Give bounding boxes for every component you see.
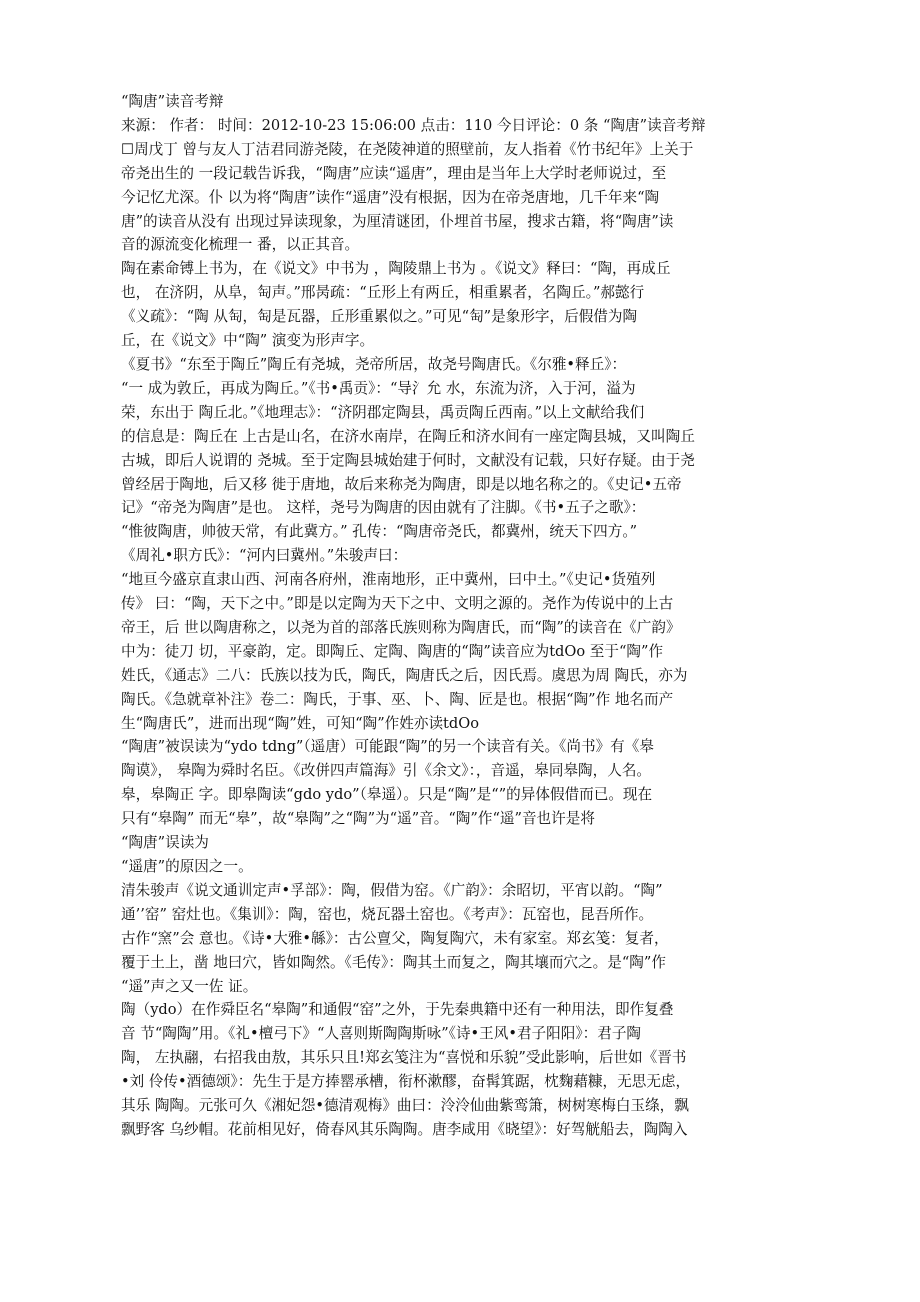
text-line: •刘 伶传•酒德颂》：先生于是方捧罂承槽，衔杯漱醪，奋髯箕踞，枕麴藉糠，无思无虑， xyxy=(121,1073,691,1091)
text-line: 姓氏，《通志》二八：氏族以技为氏，陶氏，陶唐氏之后，因氏焉。虞思为周 陶氏，亦为 xyxy=(121,666,688,684)
text-line: 曾经居于陶地，后又移 徙于唐地，故后来称尧为陶唐，即是以地名称之的。《史记•五帝 xyxy=(121,475,682,493)
text-line: “陶唐”误读为 xyxy=(121,834,209,852)
text-line: “陶唐”被误读为“ydo tdng”（遥唐）可能跟“陶”的另一个读音有关。《尚书》有《皋 xyxy=(121,738,654,756)
text-line: 音的源流变化梳理一 番，以正其音。 xyxy=(121,236,360,254)
text-line: “惟彼陶唐，帅彼天常，有此冀方。” 孔传：“陶唐帝尧氏，都冀州，统天下四方。” xyxy=(121,523,638,541)
text-line: 生“陶唐氏”，进而出现“陶”姓，可知“陶”作姓亦读tdOo xyxy=(121,714,480,732)
text-line: 记》“帝尧为陶唐”是也。 这样，尧号为陶唐的因由就有了注脚。《书•五子之歌》： xyxy=(121,499,646,517)
text-line: 《周礼•职方氏》：“河内曰冀州。”朱骏声曰： xyxy=(121,547,408,565)
text-line: 古作“窯”会 意也。《诗•大雅•緜》：古公亶父，陶复陶穴，未有家室。郑玄笺：复者， xyxy=(121,929,669,947)
text-line: 皋，皋陶正 字。即皋陶读“gdo ydo”（皋遥）。只是“陶”是“”的异体假借而已。现在 xyxy=(121,786,653,804)
text-line: 《义疏》：“陶 从匋，匋是瓦器，丘形重累似之。”可见“匋”是象形字，后假借为陶 xyxy=(121,308,638,326)
text-line: 荣，东出于 陶丘北。”《地理志》：“济阴郡定陶县，禹贡陶丘西南。”以上文献给我们 xyxy=(121,403,645,421)
text-line: 通’’窑” 窑灶也。《集训》：陶，窑也，烧瓦器土窑也。《考声》：瓦窑也，昆吾所作。 xyxy=(121,905,654,923)
text-line: 飘野客 乌纱帽。花前相见好，倚春风其乐陶陶。唐李咸用《晓望》：好驾觥船去，陶陶入 xyxy=(121,1120,688,1138)
text-line: “一 成为敦丘，再成为陶丘。”《书•禹贡》：“导氵允 水，东流为济，入于河，溢为 xyxy=(121,379,636,397)
text-line: ☐周戊丁 曾与友人丁洁君同游尧陵，在尧陵神道的照壁前，友人指着《竹书纪年》上关于 xyxy=(121,140,694,158)
text-line: “遥”声之又一佐 证。 xyxy=(121,977,258,995)
text-line: 陶谟》， 皋陶为舜时名臣。《改併四声篇海》引《余文》：，音遥，皋同皋陶，人名。 xyxy=(121,762,652,780)
text-line: 音 节“陶陶”用。《礼•檀弓下》“人喜则斯陶陶斯咏”《诗•王风•君子阳阳》：君子陶 xyxy=(121,1025,642,1043)
text-line: 陶（ydo）在作舜臣名“皋陶”和通假“窑”之外，于先秦典籍中还有一种用法，即作复叠 xyxy=(121,1001,674,1019)
text-line: 古城，即后人说谓的 尧城。至于定陶县城始建于何时，文献没有记载，只好存疑。由于尧 xyxy=(121,451,695,469)
text-line: 传》 曰：“陶，天下之中。”即是以定陶为天下之中、文明之源的。尧作为传说中的上古 xyxy=(121,595,674,613)
text-line: 的信息是：陶丘在 上古是山名，在济水南岸，在陶丘和济水间有一座定陶县城，又叫陶丘 xyxy=(121,427,695,445)
article-meta: 来源： 作者： 时间：2012-10-23 15:06:00 点击：110 今日评论：0 条 “陶唐”读音考辩 xyxy=(121,116,706,134)
text-line: 清朱骏声《说文通训定声•孚部》：陶，假借为窑。《广韵》：余昭切，平宵以韵。“陶” xyxy=(121,881,663,899)
text-line: 丘，在《说文》中“陶” 演变为形声字。 xyxy=(121,332,375,350)
text-line: “遥唐”的原因之一。 xyxy=(121,858,253,875)
text-line: 中为：徒刀 切，平豪韵，定。即陶丘、定陶、陶唐的“陶”读音应为tdOo 至于“陶”作 xyxy=(121,642,664,660)
text-line: 只有“皋陶” 而无“皋”，故“皋陶”之“陶”为“遥”音。“陶”作“遥”音也许是将 xyxy=(121,810,595,828)
document-page xyxy=(121,90,801,1142)
text-line: 也， 在济阴，从阜，匋声。”邢昺疏：“丘形上有两丘，相重累者，名陶丘。”郝懿行 xyxy=(121,284,645,302)
text-line: 陶， 左执翮，右招我由敖，其乐只且!郑玄笺注为“喜悦和乐貌”受此影响，后世如《晋书 xyxy=(121,1049,687,1067)
text-line: “地亘今盛京直隶山西、河南各府州，淮南地形，正中冀州，曰中土。”《史记•货殖列 xyxy=(121,571,656,589)
text-line: 覆于土上，凿 地曰穴，皆如陶然。《毛传》：陶其土而复之，陶其壤而穴之。是“陶”作 xyxy=(121,953,666,971)
text-line: 唐”的读音从没有 出现过异读现象，为厘清谜团，仆埋首书屋，搜求古籍，将“陶唐”读 xyxy=(121,212,674,230)
text-line: 其乐 陶陶。元张可久《湘妃怨•德清观梅》曲曰：泠泠仙曲紫鸾箫，树树寒梅白玉绦，飘 xyxy=(121,1097,689,1115)
text-line: 陶氏。《急就章补注》卷二：陶氏，于事、巫、卜、陶、匠是也。根据“陶”作 地名而产 xyxy=(121,690,674,708)
text-line: 今记忆尤深。仆 以为将“陶唐”读作“遥唐”没有根据，因为在帝尧唐地，几千年来“陶 xyxy=(121,188,660,206)
text-line: 帝尧出生的 一段记载告诉我，“陶唐”应读“遥唐”，理由是当年上大学时老师说过，至 xyxy=(121,164,667,182)
text-line: 帝王，后 世以陶唐称之，以尧为首的部落氏族则称为陶唐氏，而“陶”的读音在《广韵》 xyxy=(121,618,681,636)
text-line: 陶在素命镈上书为，在《说文》中书为 ，陶陵鼎上书为 。《说文》释曰：“陶，再成丘 xyxy=(121,260,671,278)
article-title: “陶唐”读音考辩 xyxy=(121,93,224,110)
text-line: 《夏书》“东至于陶丘”陶丘有尧城，尧帝所居，故尧号陶唐氏。《尔雅•释丘》： xyxy=(121,355,627,373)
